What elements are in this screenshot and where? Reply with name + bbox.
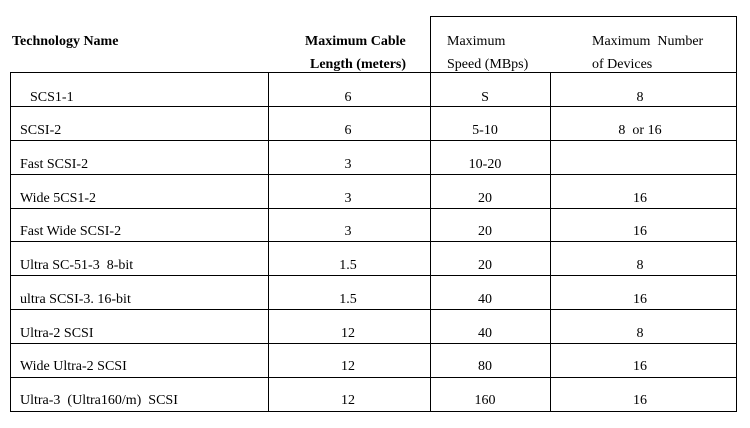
cell-speed: 20 <box>478 258 492 273</box>
cell-cable-length: 12 <box>341 393 355 408</box>
cell-technology-name: Ultra SC-51-3 8-bit <box>20 258 134 273</box>
header-max-speed: Speed (MBps) <box>447 57 529 72</box>
cell-cable-length: 6 <box>344 90 352 105</box>
cell-cable-length: 3 <box>344 224 352 239</box>
cell-devices: 8 <box>636 326 644 341</box>
cell-cable-length: 6 <box>344 123 352 138</box>
column-divider <box>10 72 11 412</box>
header-max-cable-length: Length (meters) <box>310 57 407 72</box>
row-divider <box>10 343 737 344</box>
cell-devices: 16 <box>633 359 647 374</box>
column-divider <box>430 16 431 412</box>
cell-devices: 16 <box>633 224 647 239</box>
cell-speed: S <box>481 90 489 105</box>
header-technology-name: Technology Name <box>12 34 119 49</box>
cell-cable-length: 3 <box>344 191 352 206</box>
row-divider <box>10 275 737 276</box>
cell-technology-name: Fast SCSI-2 <box>20 157 89 172</box>
cell-technology-name: SCSI-2 <box>20 123 62 138</box>
header-max-cable-length: Maximum Cable <box>305 34 406 49</box>
table-border-bottom <box>10 411 737 412</box>
cell-cable-length: 3 <box>344 157 352 172</box>
cell-speed: 40 <box>478 326 492 341</box>
cell-cable-length: 1.5 <box>339 292 357 307</box>
row-divider <box>10 241 737 242</box>
table-border-right <box>736 16 737 412</box>
cell-devices: 16 <box>633 393 647 408</box>
row-divider <box>10 309 737 310</box>
header-max-devices: Maximum Number <box>592 34 704 49</box>
cell-technology-name: Wide 5CS1-2 <box>20 191 97 206</box>
cell-technology-name: ultra SCSI-3. 16-bit <box>20 292 131 307</box>
cell-speed: 40 <box>478 292 492 307</box>
row-divider <box>10 174 737 175</box>
cell-speed: 20 <box>478 191 492 206</box>
cell-devices: 8 <box>636 258 644 273</box>
cell-speed: 20 <box>478 224 492 239</box>
cell-devices: 8 or 16 <box>618 123 662 138</box>
cell-speed: 80 <box>478 359 492 374</box>
row-divider <box>10 208 737 209</box>
cell-cable-length: 12 <box>341 326 355 341</box>
cell-cable-length: 12 <box>341 359 355 374</box>
cell-speed: 5-10 <box>472 123 498 138</box>
row-divider <box>10 377 737 378</box>
cell-technology-name: Fast Wide SCSI-2 <box>20 224 122 239</box>
cell-devices: 16 <box>633 191 647 206</box>
cell-technology-name: Ultra-2 SCSI <box>20 326 94 341</box>
cell-technology-name: Ultra-3 (Ultra160/m) SCSI <box>20 393 178 408</box>
cell-devices: 16 <box>633 292 647 307</box>
row-divider <box>10 140 737 141</box>
table-border-top <box>430 16 737 17</box>
row-divider <box>10 106 737 107</box>
cell-speed: 160 <box>474 393 496 408</box>
header-max-devices: of Devices <box>592 57 653 72</box>
cell-speed: 10-20 <box>468 157 502 172</box>
column-divider <box>268 72 269 412</box>
cell-devices: 8 <box>636 90 644 105</box>
cell-cable-length: 1.5 <box>339 258 357 273</box>
cell-technology-name: Wide Ultra-2 SCSI <box>20 359 127 374</box>
column-divider <box>550 72 551 412</box>
cell-technology-name: SCS1-1 <box>30 90 74 105</box>
header-max-speed: Maximum <box>447 34 506 49</box>
